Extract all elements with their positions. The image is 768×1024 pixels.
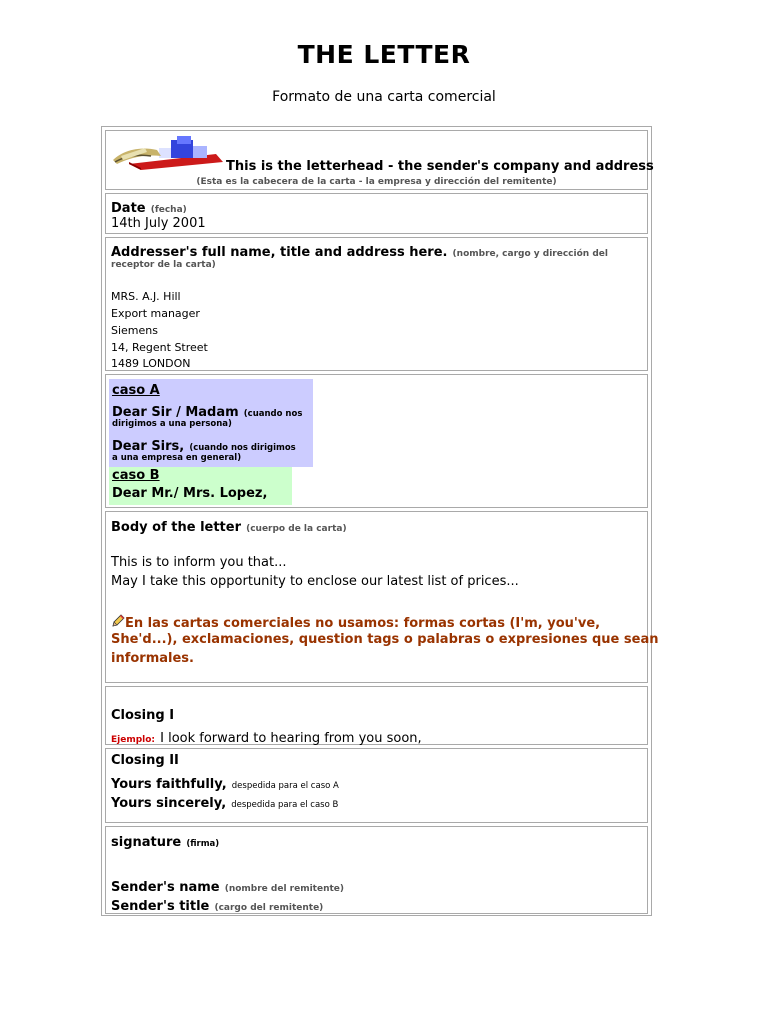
date-cell	[105, 193, 648, 234]
closing2-label: Closing II	[111, 753, 179, 768]
signature-note: (firma)	[186, 839, 220, 849]
tip-line: informales.	[111, 651, 194, 666]
addressee-label: Addresser's full name, title and address here.	[111, 245, 448, 260]
address-line: 14, Regent Street	[111, 341, 208, 354]
letterhead-cell	[105, 130, 654, 190]
example-label: Ejemplo:	[111, 735, 156, 745]
address-line: MRS. A.J. Hill	[111, 290, 181, 303]
dear-sirs: Dear Sirs,	[112, 439, 185, 454]
date-note: (fecha)	[150, 205, 187, 215]
case-a-box	[109, 379, 313, 467]
pencil-icon	[111, 614, 125, 628]
tip-line: En las cartas comerciales no usamos: formas cortas (I'm, you've,	[125, 616, 601, 631]
letterhead-desk-icon	[111, 134, 226, 170]
address-line: 1489 LONDON	[111, 357, 191, 370]
body-label: Body of the letter	[111, 520, 241, 535]
closing1-label: Closing I	[111, 708, 175, 723]
dear-mr-mrs: Dear Mr./ Mrs. Lopez,	[112, 486, 268, 501]
page-title: THE LETTER	[297, 40, 471, 69]
case-b-box	[109, 467, 292, 505]
body-cell	[105, 511, 659, 683]
body-note: (cuerpo de la carta)	[246, 524, 347, 534]
sender-title-note: (cargo del remitente)	[214, 903, 324, 913]
letterhead-title: This is the letterhead - the sender's company and address	[226, 159, 654, 174]
body-line: May I take this opportunity to enclose our latest list of prices...	[111, 574, 519, 589]
closing2-cell	[105, 748, 648, 823]
date-value: 14th July 2001	[111, 216, 206, 231]
letterhead-note: (Esta es la cabecera de la carta - la empresa y dirección del remitente)	[196, 177, 557, 187]
case-b-label: caso B	[112, 468, 160, 483]
sincerely-note: despedida para el caso B	[231, 800, 339, 810]
dear-sirs-note: (cuando nos dirigimos	[189, 443, 296, 453]
dear-sir-note-cont: dirigimos a una persona)	[112, 419, 232, 429]
page-subtitle: Formato de una carta comercial	[272, 89, 496, 105]
addressee-cell	[105, 237, 648, 371]
dear-sir-madam: Dear Sir / Madam	[112, 405, 239, 420]
addressee-note: (nombre, cargo y dirección del	[452, 249, 608, 259]
salutation-cell	[105, 374, 648, 508]
letter-format-table	[101, 126, 659, 916]
tip-line: She'd...), exclamaciones, question tags o palabras o expresiones que sean	[111, 632, 659, 647]
body-line: This is to inform you that...	[111, 555, 287, 570]
closing1-example: I look forward to hearing from you soon,	[160, 731, 422, 746]
sender-title-label: Sender's title	[111, 899, 210, 914]
sender-name-note: (nombre del remitente)	[224, 884, 345, 894]
yours-faithfully: Yours faithfully,	[111, 777, 227, 792]
addressee-note-cont: receptor de la carta)	[111, 260, 216, 270]
address-line: Export manager	[111, 307, 200, 320]
closing1-cell	[105, 686, 648, 745]
yours-sincerely: Yours sincerely,	[111, 796, 227, 811]
dear-sir-note: (cuando nos	[243, 409, 303, 419]
signature-label: signature	[111, 835, 182, 850]
date-label: Date	[111, 201, 146, 216]
sender-name-label: Sender's name	[111, 880, 220, 895]
address-line: Siemens	[111, 324, 158, 337]
case-a-label: caso A	[112, 383, 160, 398]
faithfully-note: despedida para el caso A	[231, 781, 339, 791]
dear-sirs-note-cont: a una empresa en general)	[112, 453, 242, 463]
signature-cell	[105, 826, 648, 914]
